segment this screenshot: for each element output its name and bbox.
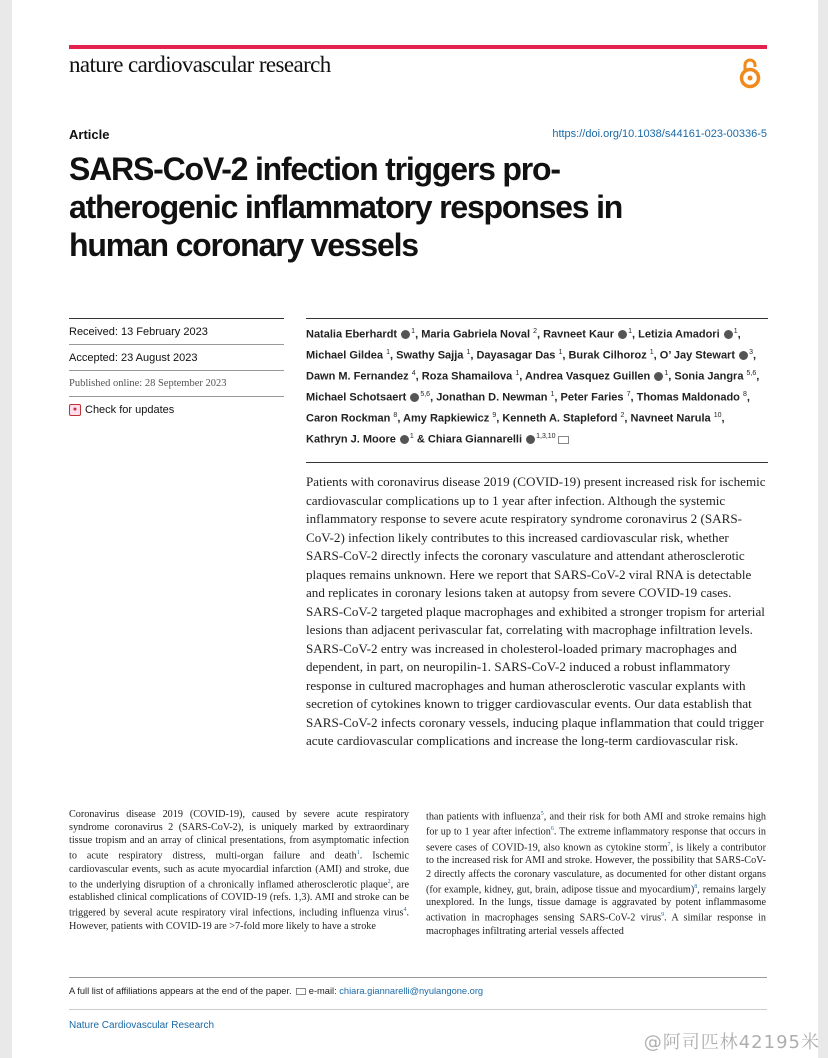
- body-text-segment: , are established clinical complications of COVID-19 (refs. 1,3). AMI and stroke can be triggered by several acute respiratory viral infections, including influenza virus: [69, 879, 409, 919]
- affiliation-number: 1: [411, 328, 416, 335]
- author-name[interactable]: Natalia Eberhardt: [306, 328, 398, 341]
- citation-ref[interactable]: 8: [694, 883, 698, 890]
- author-name[interactable]: Dayasagar Das: [476, 349, 556, 362]
- orcid-icon[interactable]: [618, 330, 627, 339]
- citation-ref[interactable]: 1: [356, 850, 360, 857]
- author-list: Natalia Eberhardt $^1$, Maria Gabriela Noval $^2$, Ravneet Kaur $^1$, Letizia Amadori $^1$, Michael Gildea $^1$, Swathy Sajja $^1$, Dayasagar Das $^1$, Burak Cilhoroz $^1$, O’ Jay Stewart $^3$, Dawn M. Fernandez $^4$, Roza Shamailova $^1$, Andrea Vasquez Guillen $^1$, Sonia Jangra $^{5,6}$, Michael Schotsaert $^{5,6}$, Jonathan D. Newman $^1$, Peter Faries $^7$, Thomas Maldonado $^8$, Caron Rockman $^8$, Amy Rapkiewicz $^9$, Kenneth A. Stapleford $^2$, Navneet Narula $^{10}$, Kathryn J. Moore $^1$ & Chiara Giannarelli $^{1,3,10}$: [306, 318, 768, 449]
- citation-ref[interactable]: 6: [550, 826, 554, 833]
- affiliation-number: 7: [626, 391, 631, 399]
- affiliation-number: 1: [664, 370, 669, 378]
- published-date: Published online: 28 September 2023: [69, 370, 284, 396]
- affiliation-note: A full list of affiliations appears at the end of the paper.: [69, 986, 292, 996]
- citation-ref[interactable]: 7: [667, 841, 671, 848]
- affiliation-number: 1: [558, 349, 563, 357]
- author-name[interactable]: Maria Gabriela Noval: [421, 328, 531, 341]
- journal-name[interactable]: nature cardiovascular research: [69, 52, 331, 77]
- affiliation-number: 10: [713, 412, 722, 420]
- author-name[interactable]: Navneet Narula: [630, 412, 711, 425]
- author-name[interactable]: Chiara Giannarelli: [427, 433, 523, 446]
- email-label: e-mail:: [308, 986, 337, 996]
- author-name[interactable]: O’ Jay Stewart: [659, 349, 736, 362]
- mail-icon[interactable]: [558, 436, 569, 444]
- article-type-label: Article: [69, 127, 110, 142]
- author-name[interactable]: Caron Rockman: [306, 412, 391, 425]
- author-name[interactable]: Dawn M. Fernandez: [306, 370, 409, 383]
- affiliation-number: 1: [386, 349, 390, 357]
- corresponding-email[interactable]: chiara.giannarelli@nyulangone.org: [339, 986, 484, 996]
- affiliation-number: 1: [550, 391, 555, 399]
- affiliation-footnote: [69, 977, 767, 996]
- abstract: Patients with coronavirus disease 2019 (COVID-19) present increased risk for ischemic cardiovascular complications up to 1 year after infection. Although the systemic inflammatory response to severe acute respiratory syndrome coronavirus 2 (SARS-CoV-2) infection likely contributes to this increased cardiovascular risk, whether SARS-CoV-2 directly infects the coronary vasculature and attendant atherosclerotic plaques remains unknown. Here we report that SARS-CoV-2 viral RNA is detectable and replicates in coronary lesions taken at autopsy from severe COVID-19 cases. SARS-CoV-2 targeted plaque macrophages and exhibited a stronger tropism for arterial lesions than adjacent perivascular fat, correlating with macrophage infiltration levels. SARS-CoV-2 entry was increased in cholesterol-loaded primary macrophages and dependent, in part, on neuropilin-1. SARS-CoV-2 induced a robust inflammatory response in cultured macrophages and human atherosclerotic vascular explants with secretion of cytokines known to trigger cardiovascular events. Our data establish that SARS-CoV-2 infects coronary vessels, inducing plaque inflammation that could trigger acute cardiovascular complications and increase the long-term cardiovascular risk.: [306, 462, 768, 751]
- paper-page: [12, 0, 818, 1058]
- citation-ref[interactable]: 2: [387, 878, 391, 885]
- body-text: [69, 808, 767, 938]
- author-name[interactable]: Sonia Jangra: [674, 370, 744, 383]
- body-text-segment: , is likely a contributor to the increased risk for AMI and stroke. However, the possibility that SARS-CoV-2 directly affects the coronary vasculature, as documented for other distant organs (for example, kidney, gut, brain, adipose tissue and myocardium): [426, 842, 766, 896]
- author-name[interactable]: Ravneet Kaur: [543, 328, 615, 341]
- affiliation-number: 5,6: [420, 391, 431, 399]
- affiliation-number: 9: [492, 412, 497, 420]
- orcid-icon[interactable]: [410, 393, 419, 402]
- orcid-icon[interactable]: [400, 435, 409, 444]
- open-access-icon[interactable]: [737, 56, 763, 90]
- affiliation-number: 2: [620, 412, 625, 420]
- check-for-updates-button[interactable]: [69, 396, 284, 422]
- affiliation-number: 1: [515, 370, 520, 378]
- check-updates-label: Check for updates: [85, 403, 175, 416]
- orcid-icon[interactable]: [654, 372, 663, 381]
- article-title: SARS-CoV-2 infection triggers pro-atherogenic inflammatory responses in human coronary vessels: [69, 151, 623, 263]
- author-name[interactable]: Amy Rapkiewicz: [403, 412, 490, 425]
- watermark: @阿司匹林42195米: [643, 1032, 820, 1053]
- mail-icon: [296, 988, 306, 995]
- accepted-date: Accepted: 23 August 2023: [69, 344, 284, 370]
- body-column-right: [426, 808, 766, 938]
- author-name[interactable]: Kathryn J. Moore: [306, 433, 396, 446]
- affiliation-number: 1: [733, 328, 738, 335]
- body-text-segment: . However, patients with COVID-19 are >7-fold more likely to have a stroke: [69, 907, 409, 932]
- orcid-icon[interactable]: [401, 330, 410, 339]
- author-name[interactable]: Kenneth A. Stapleford: [502, 412, 618, 425]
- citation-ref[interactable]: 4: [403, 907, 407, 914]
- citation-ref[interactable]: 9: [661, 912, 665, 919]
- author-name[interactable]: Michael Schotsaert: [306, 391, 407, 404]
- body-text-segment: . The extreme inflammatory response that occurs in severe cases of COVID-19, also known as cytokine storm: [426, 826, 766, 854]
- received-date: Received: 13 February 2023: [69, 318, 284, 344]
- author-name[interactable]: Michael Gildea: [306, 349, 384, 362]
- check-updates-icon: ●: [69, 404, 81, 416]
- author-name[interactable]: Swathy Sajja: [396, 349, 464, 362]
- affiliation-number: 5,6: [746, 370, 757, 378]
- author-name[interactable]: Letizia Amadori: [638, 328, 720, 341]
- affiliation-number: 1: [649, 349, 654, 357]
- affiliation-number: 3: [749, 349, 753, 357]
- doi-link[interactable]: https://doi.org/10.1038/s44161-023-00336-5: [552, 128, 767, 140]
- article-metadata: [69, 318, 284, 422]
- body-text-segment: Coronavirus disease 2019 (COVID-19), caused by severe acute respiratory syndrome coronavirus 2 (SARS-CoV-2), is uniquely marked by extraordinary tissue tropism and an array of clinical presentations, from asymptomatic infection to acute respiratory distress, multi-organ failure and death: [69, 809, 409, 862]
- citation-ref[interactable]: 5: [540, 811, 544, 817]
- affiliation-number: 4: [411, 370, 416, 378]
- author-name[interactable]: Roza Shamailova: [421, 370, 513, 383]
- body-text-segment: . A similar response in macrophages infiltrating arterial vessels affected: [426, 912, 766, 937]
- orcid-icon[interactable]: [739, 351, 748, 360]
- author-name[interactable]: Thomas Maldonado: [636, 391, 740, 404]
- author-name[interactable]: Andrea Vasquez Guillen: [524, 370, 651, 383]
- author-name[interactable]: Peter Faries: [560, 391, 624, 404]
- body-text-segment: , remains largely unexplored. In the lungs, tissue damage is aggravated by potent inflammasome activation in macrophages sensing SARS-CoV-2 virus: [426, 884, 766, 924]
- header-accent-bar: [69, 45, 767, 49]
- affiliation-number: 1,3,10: [536, 433, 556, 441]
- orcid-icon[interactable]: [526, 435, 535, 444]
- body-text-segment: than patients with influenza: [426, 811, 541, 823]
- orcid-icon[interactable]: [724, 330, 733, 339]
- affiliation-number: 1: [628, 328, 632, 335]
- affiliation-number: 8: [393, 412, 398, 420]
- footer-journal-name: Nature Cardiovascular Research: [69, 1020, 215, 1031]
- affiliation-number: 1: [466, 349, 471, 357]
- body-column-left: [69, 808, 409, 938]
- affiliation-number: 8: [742, 391, 747, 399]
- affiliation-number: 1: [409, 433, 414, 441]
- affiliation-number: 2: [533, 328, 537, 335]
- footer-divider: [69, 1009, 767, 1010]
- body-text-segment: . Ischemic cardiovascular events, such as acute myocardial infarction (AMI) and stroke, due to the underlying disruption of a chronically inflamed atherosclerotic plaque: [69, 850, 409, 891]
- author-name[interactable]: Jonathan D. Newman: [436, 391, 548, 404]
- body-text-segment: , and their risk for both AMI and stroke remains high for up to 1 year after infection: [426, 811, 766, 838]
- author-name[interactable]: Burak Cilhoroz: [568, 349, 647, 362]
